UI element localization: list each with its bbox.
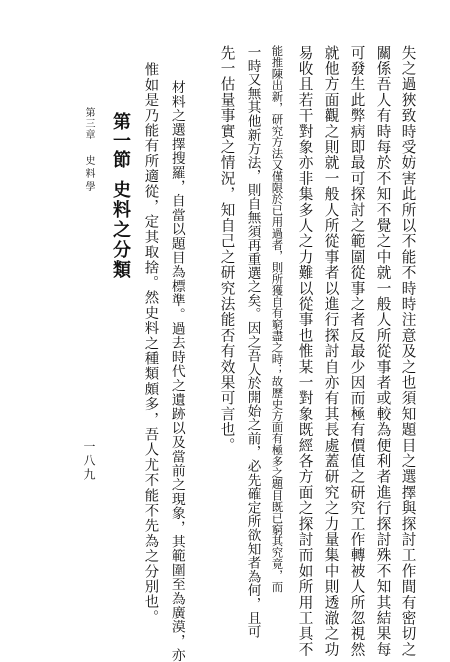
text-line: 關係吾人有時每於不知不覺之中就一般人所從事者或較為便利者進行探討殊不知其結果每 [374,45,392,658]
page-number: 一八九 [82,440,96,482]
header-chapter: 第三章 [83,107,94,140]
text-line: 先一估量事實之情況，知自己之研究法能否有效果可言也。 [218,45,236,454]
text-line: 材料之選擇搜羅，自當以題目為標準。過去時代之遺跡以及當前之現象，其範圍至為廣漠，亦 [168,80,185,662]
header-title: 史料學 [83,155,94,194]
section-number: 第一節 [110,112,131,169]
section-title: 史料之分類 [110,180,131,280]
text-line: 能推陳出新，研究方法又僅限於已用過者，則所獲自有窮盡之時；故歷史方面有極多之題目既已窮其究竟，而 [270,45,285,593]
text-line: 惟如是乃能有所適從，定其取捨。然史料之種類頗多，吾人尤不能不先為之分別也。 [142,62,159,625]
text-line: 失之過狹致時受妨害此所以不能不時時注意及之也須知題目之選擇與探討工作間有密切之 [399,45,417,658]
text-line: 可發生此弊病即最可探討之範圍從事之者反最少因而極有價值之研究工作轉被人所忽視然 [348,45,366,658]
text-line: 易收且若干對象亦非集多人之力難以從事也惟某一對象既經各方面之探討而如所用工具不 [296,45,314,658]
text-line: 一時又無其他新方法，則自無須再重選之矣。因之吾人於開始之前，必先確定所欲知者為何，且可 [244,45,261,639]
text-line: 就他方面觀之則就一般人所從事者以進行探討自亦有其長處蓋研究之力量集中則透澈之功 [322,45,340,658]
